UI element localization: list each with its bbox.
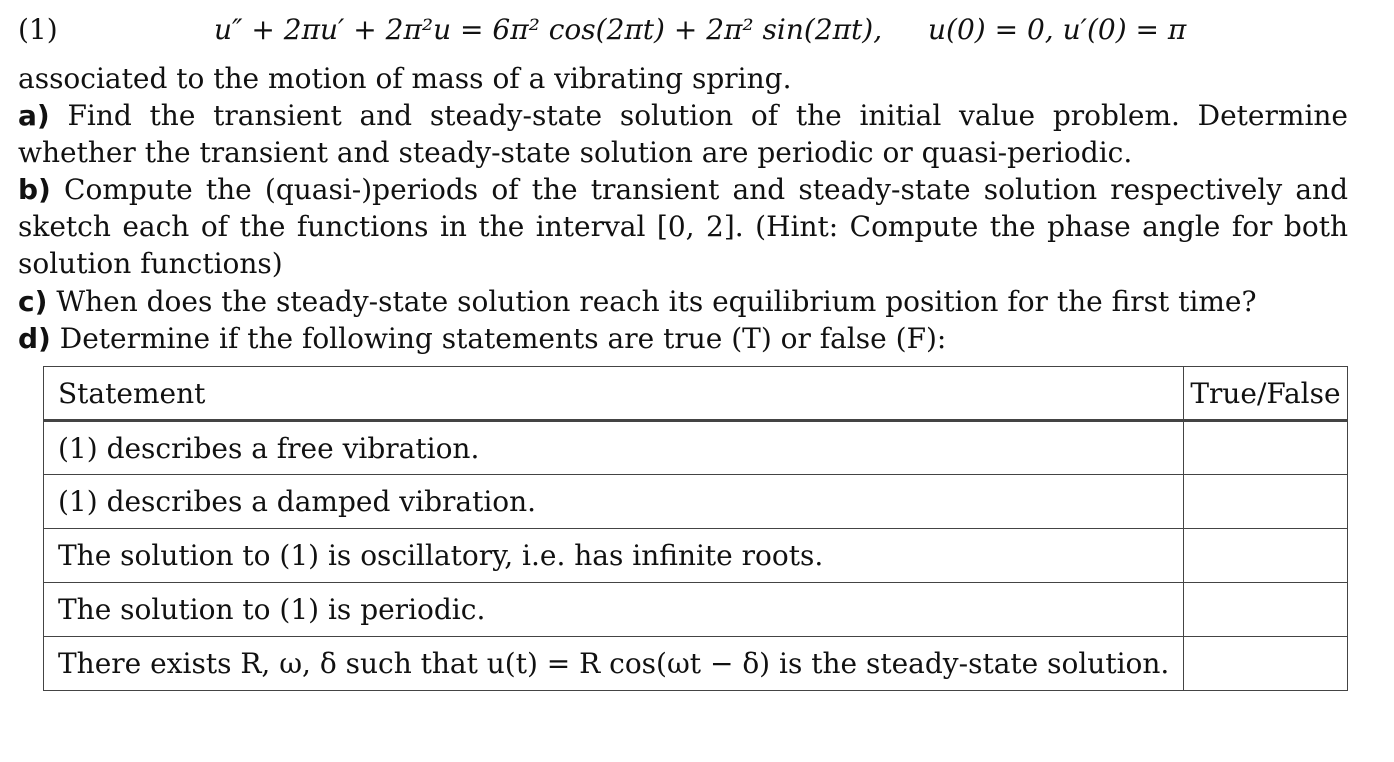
table-row [44, 475, 1348, 529]
answer-cell[interactable] [1184, 475, 1347, 529]
statement-cell: There exists R, ω, δ such that u(t) = R cos(ωt − δ) is the steady-state solution. [44, 637, 1184, 691]
header-statement: Statement [44, 367, 1184, 421]
statement-cell: (1) describes a damped vibration. [44, 475, 1184, 529]
part-d [18, 320, 1348, 357]
equation-lhs: u″ + 2πu′ + 2π²u [214, 13, 452, 46]
differential-equation: u″ + 2πu′ + 2π²u = 6π² cos(2πt) + 2π² sin(2πt), [214, 13, 883, 46]
answer-cell[interactable] [1184, 637, 1347, 691]
part-a [18, 97, 1348, 171]
intro-text: associated to the motion of mass of a vibrating spring. [18, 62, 792, 95]
part-c-text: When does the steady-state solution reach its equilibrium position for the first time? [56, 285, 1257, 318]
table-row [44, 529, 1348, 583]
equation-rhs: 6π² cos(2πt) + 2π² sin(2πt), [492, 13, 883, 46]
part-d-label: d) [18, 322, 51, 355]
statement-cell: The solution to (1) is periodic. [44, 583, 1184, 637]
part-c [18, 283, 1348, 320]
answer-cell[interactable] [1184, 583, 1347, 637]
answer-cell[interactable] [1184, 529, 1347, 583]
part-a-label: a) [18, 99, 50, 132]
part-a-text: Find the transient and steady-state solution of the initial value problem. Determine whether the transient and steady-state solution are periodic or quasi-periodic. [18, 99, 1348, 169]
part-b-label: b) [18, 173, 51, 206]
ivp-equation [18, 10, 1378, 50]
equation-number: (1) [18, 13, 58, 46]
statement-cell: (1) describes a free vibration. [44, 421, 1184, 475]
table-row [44, 637, 1348, 691]
true-false-table [43, 366, 1348, 691]
part-d-text: Determine if the following statements are true (T) or false (F): [59, 322, 947, 355]
header-true-false: True/False [1184, 367, 1347, 421]
table-row [44, 583, 1348, 637]
part-b [18, 171, 1348, 282]
answer-cell[interactable] [1184, 421, 1347, 475]
part-b-text: Compute the (quasi-)periods of the transient and steady-state solution respectively and sketch each of the functions in the interval [0, 2]. (Hint: Compute the phase angle for both solution functions) [18, 173, 1348, 280]
initial-conditions: u(0) = 0, u′(0) = π [928, 13, 1187, 46]
statement-cell: The solution to (1) is oscillatory, i.e. has infinite roots. [44, 529, 1184, 583]
part-c-label: c) [18, 285, 48, 318]
table-row [44, 421, 1348, 475]
table-header-row [44, 367, 1348, 421]
